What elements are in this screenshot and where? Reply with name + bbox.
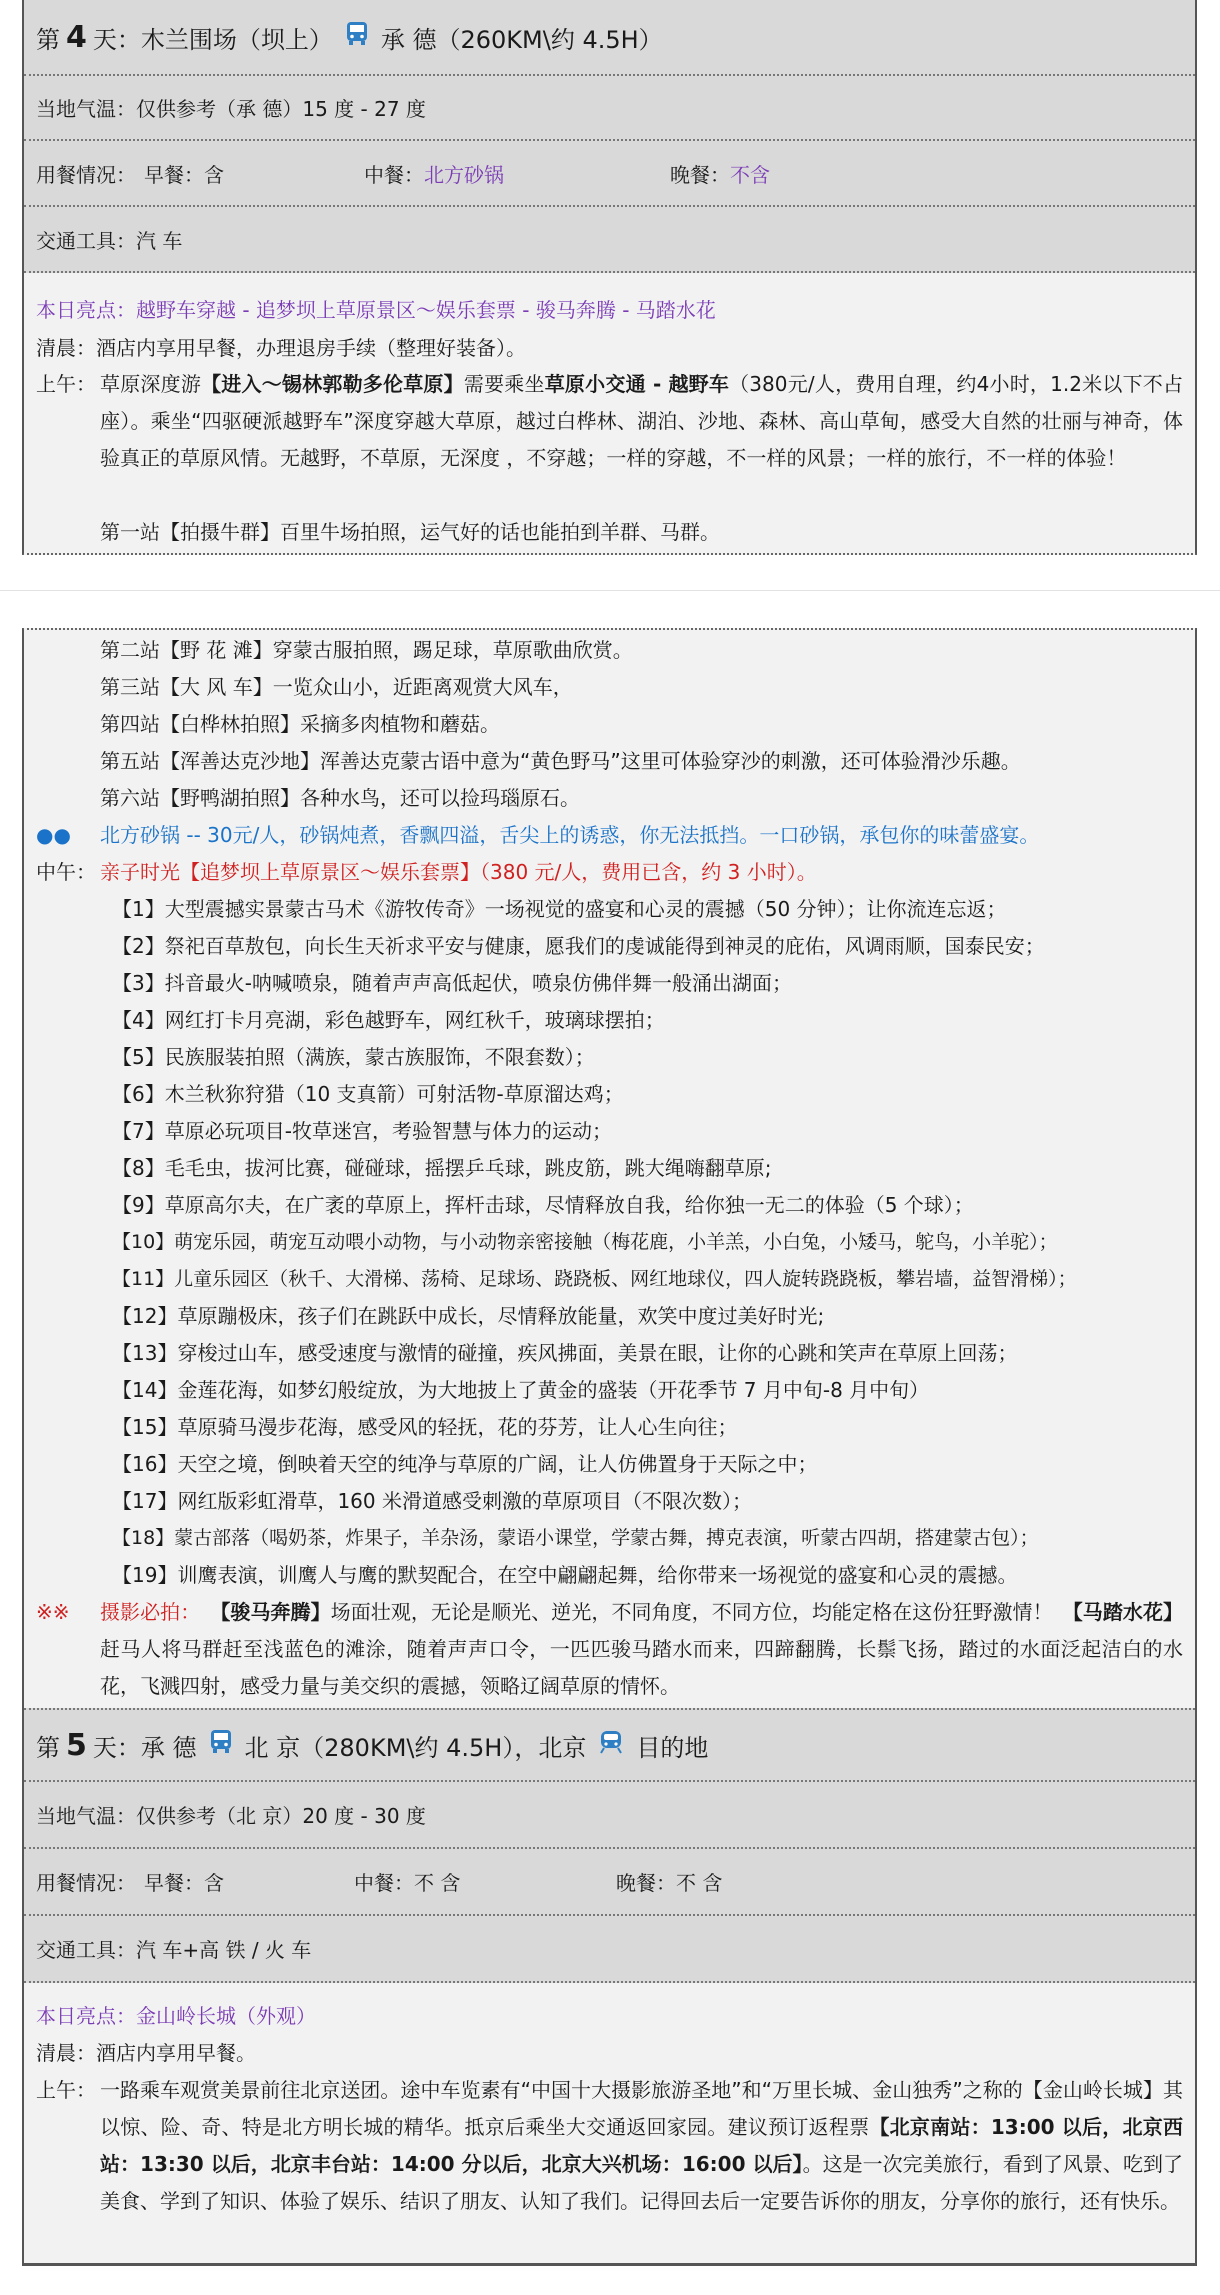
meals-row bbox=[24, 141, 1195, 207]
lunch-value: 北方砂锅 bbox=[424, 162, 504, 187]
forenoon-text: 草原深度游 bbox=[100, 372, 202, 396]
photo-label: 摄影必拍： bbox=[100, 1600, 201, 1624]
day-route-dest: 北 京（280KM\约 4.5H），北京 bbox=[244, 1733, 587, 1762]
list-item: 【18】蒙古部落（喝奶茶，炸果子，羊杂汤，蒙语小课堂，学蒙古舞，搏克表演，听蒙古四胡，搭建蒙古包）； bbox=[112, 1527, 1039, 1549]
final-destination: 目的地 bbox=[636, 1733, 709, 1762]
list-item: 【17】网红版彩虹滑草，160 米滑道感受刺激的草原项目（不限次数）； bbox=[112, 1489, 752, 1513]
noon-label: 中午： bbox=[36, 860, 96, 884]
bus-icon bbox=[345, 21, 369, 53]
dinner-label: 晚餐： bbox=[616, 1871, 676, 1895]
weather-text: 当地气温：仅供参考（承 德）15 度 - 27 度 bbox=[36, 97, 426, 121]
forenoon-body bbox=[100, 366, 1183, 477]
bus-icon bbox=[209, 1729, 233, 1761]
transport-text: 交通工具：汽 车 bbox=[36, 228, 183, 253]
forenoon-label: 上午： bbox=[36, 2078, 96, 2102]
day-route-origin: 天：木兰围场（坝上） bbox=[92, 25, 333, 54]
stop-line: 第六站【野鸭湖拍照】各种水鸟，还可以捡玛瑙原石。 bbox=[100, 786, 580, 810]
forenoon-bold-title: 【进入～锡林郭勒多伦草原】 bbox=[201, 372, 464, 396]
stop-line: 第一站【拍摄牛群】百里牛场拍照，运气好的话也能拍到羊群、马群。 bbox=[100, 520, 720, 544]
photo-bold-title: 【骏马奔腾】 bbox=[210, 1600, 331, 1624]
list-item: 【14】金莲花海，如梦幻般绽放，为大地披上了黄金的盛装（开花季节 7 月中旬-8 月中旬） bbox=[112, 1378, 930, 1402]
list-item: 【19】训鹰表演，训鹰人与鹰的默契配合，在空中翩翩起舞，给你带来一场视觉的盛宴和心灵的震撼。 bbox=[112, 1563, 1018, 1587]
forenoon-label: 上午： bbox=[36, 372, 96, 396]
day4-section bbox=[22, 0, 1197, 555]
forenoon-body bbox=[100, 2072, 1183, 2220]
weather-text: 当地气温：仅供参考（北 京）20 度 - 30 度 bbox=[36, 1804, 426, 1828]
photo-marks-icon: ※※ bbox=[36, 1600, 70, 1624]
day-route-dest: 承 德（260KM\约 4.5H） bbox=[380, 25, 663, 54]
breakfast-value: 含 bbox=[204, 162, 224, 187]
list-item: 【3】抖音最火-呐喊喷泉，随着声声高低起伏，喷泉仿佛伴舞一般涌出湖面； bbox=[112, 971, 792, 995]
photo-body bbox=[100, 1594, 1183, 1705]
list-item: 【9】草原高尔夫，在广袤的草原上，挥杆击球，尽情释放自我，给你独一无二的体验（5 个球）； bbox=[112, 1193, 974, 1217]
day-number: 4 bbox=[66, 19, 87, 55]
highlight-line: 本日亮点：越野车穿越 - 追梦坝上草原景区～娱乐套票 - 骏马奔腾 - 马踏水花 bbox=[36, 298, 716, 322]
photo-bold-title: 【马踏水花】 bbox=[1062, 1600, 1184, 1624]
lunch-note-line bbox=[36, 817, 1183, 854]
transport-row bbox=[24, 207, 1195, 273]
list-item: 【15】草原骑马漫步花海，感受风的轻抚，花的芬芳，让人心生向往； bbox=[112, 1415, 738, 1439]
list-item: 【6】木兰秋狝狩猎（10 支真箭）可射活物-草原溜达鸡； bbox=[112, 1082, 624, 1106]
list-item: 【1】大型震撼实景蒙古马术《游牧传奇》一场视觉的盛宴和心灵的震撼（50 分钟）；让你流连忘返； bbox=[112, 897, 1007, 921]
list-item: 【13】穿梭过山车，感受速度与激情的碰撞，疾风拂面，美景在眼，让你的心跳和笑声在草原上回荡； bbox=[112, 1341, 1018, 1365]
meals-row bbox=[24, 1849, 1195, 1916]
morning-line: 清晨：酒店内享用早餐。 bbox=[36, 2041, 256, 2065]
forenoon-text: 一路乘车观赏美景前往北京送团。途中车览素有“中国十大摄影旅游圣地”和“万里长城、金山独秀”之称的【金山岭长城】其以惊、险、奇、特是北方明长城的精华。抵京后乘坐大交通返回家园。建议预订返程票 bbox=[100, 2078, 1183, 2139]
forenoon-paragraph bbox=[36, 366, 1183, 477]
day5-header bbox=[24, 1708, 1195, 1782]
noon-line bbox=[36, 854, 1183, 891]
list-item: 【2】祭祀百草敖包，向长生天祈求平安与健康，愿我们的虔诚能得到神灵的庇佑，风调雨顺，国泰民安； bbox=[112, 934, 1045, 958]
day-prefix: 第 bbox=[36, 1733, 60, 1762]
transport-row bbox=[24, 1916, 1195, 1983]
lunch-value: 不 含 bbox=[414, 1871, 461, 1895]
dinner-value: 不含 bbox=[730, 162, 770, 187]
morning-line: 清晨：酒店内享用早餐，办理退房手续（整理好装备）。 bbox=[36, 336, 526, 360]
lunch-note-text: 北方砂锅 -- 30元/人，砂锅炖煮，香飘四溢，舌尖上的诱惑，你无法抵挡。一口砂锅，承包你的味蕾盛宴。 bbox=[100, 823, 1040, 847]
day-route-origin: 天：承 德 bbox=[92, 1733, 197, 1762]
forenoon-text: 需要乘坐 bbox=[463, 372, 545, 396]
meals-label: 用餐情况： bbox=[36, 1871, 136, 1895]
photo-text: 赶马人将马群赶至浅蓝色的滩涂，随着声声口令，一匹匹骏马踏水而来，四蹄翻腾，长鬃飞扬，踏过的水面泛起洁白的水花，飞溅四射，感受力量与美交织的震撼，领略辽阔草原的情怀。 bbox=[100, 1637, 1183, 1698]
bullet-dots-icon: ●● bbox=[36, 823, 71, 847]
list-item: 【11】儿童乐园区（秋千、大滑梯、荡椅、足球场、跷跷板、网红地球仪，四人旋转跷跷板，攀岩墙，益智滑梯）； bbox=[112, 1268, 1077, 1290]
forenoon-text: （380元/人，费用自理，约4小时，1.2米以下不占座）。乘坐“四驱硬派越野车”深度穿越大草原，越过白桦林、湖泊、沙地、森林、高山草甸，感受大自然的壮丽与神奇，体验真正的草原风情。无越野，不草原，无深度 ，不穿越；一样的穿越，不一样的风景；一样的旅行，不一样的体验！ bbox=[100, 372, 1184, 470]
forenoon-bold-vehicle: 草原小交通 - 越野车 bbox=[544, 372, 730, 396]
day4-header bbox=[24, 0, 1195, 76]
list-item: 【8】毛毛虫，拔河比赛，碰碰球，摇摆乒乓球，跳皮筋，跳大绳嗨翻草原; bbox=[112, 1156, 772, 1180]
list-item: 【10】萌宠乐园，萌宠互动喂小动物，与小动物亲密接触（梅花鹿，小羊羔，小白兔，小矮马，鸵鸟，小羊驼）； bbox=[112, 1231, 1058, 1253]
stop-line: 第三站【大 风 车】一览众山小，近距离观赏大风车， bbox=[100, 675, 573, 699]
forenoon-paragraph bbox=[36, 2072, 1183, 2220]
day-number: 5 bbox=[66, 1727, 87, 1763]
highlight-line: 本日亮点：金山岭长城（外观） bbox=[36, 2004, 316, 2028]
stop-line: 第二站【野 花 滩】穿蒙古服拍照，踢足球，草原歌曲欣赏。 bbox=[100, 638, 633, 662]
photo-paragraph bbox=[36, 1594, 1183, 1705]
lunch-label: 中餐： bbox=[364, 162, 424, 187]
list-item: 【7】草原必玩项目-牧草迷宫，考验智慧与体力的运动； bbox=[112, 1119, 612, 1143]
day4-continued-section bbox=[22, 628, 1197, 2266]
breakfast-label: 早餐： bbox=[144, 162, 204, 187]
weather-row bbox=[24, 76, 1195, 141]
page-divider bbox=[0, 590, 1220, 591]
list-item: 【16】天空之境，倒映着天空的纯净与草原的广阔，让人仿佛置身于天际之中； bbox=[112, 1452, 818, 1476]
weather-row bbox=[24, 1782, 1195, 1849]
photo-text: 场面壮观，无论是顺光、逆光，不同角度，不同方位，均能定格在这份狂野激情！ bbox=[330, 1600, 1053, 1624]
breakfast-value: 含 bbox=[204, 1871, 224, 1895]
noon-title: 亲子时光【追梦坝上草原景区～娱乐套票】（380 元/人，费用已含，约 3 小时）。 bbox=[100, 860, 817, 884]
return-times-bold: 【北京南站：13:00 以后，北京西站：13:30 以后，北京丰台站：14:00 分以后，北京大兴机场：16:00 以后】 bbox=[100, 2115, 1184, 2176]
day-prefix: 第 bbox=[36, 25, 60, 54]
transport-text: 交通工具：汽 车+高 铁 / 火 车 bbox=[36, 1938, 312, 1962]
stop-line: 第四站【白桦林拍照】采摘多肉植物和蘑菇。 bbox=[100, 712, 500, 736]
list-item: 【4】网红打卡月亮湖，彩色越野车，网红秋千，玻璃球摆拍； bbox=[112, 1008, 665, 1032]
list-item: 【12】草原蹦极床，孩子们在跳跃中成长，尽情释放能量，欢笑中度过美好时光; bbox=[112, 1304, 825, 1328]
meals-label: 用餐情况： bbox=[36, 162, 136, 187]
dinner-label: 晚餐： bbox=[670, 162, 730, 187]
list-item: 【5】民族服装拍照（满族，蒙古族服饰，不限套数）； bbox=[112, 1045, 595, 1069]
stop-line: 第五站【浑善达克沙地】浑善达克蒙古语中意为“黄色野马”这里可体验穿沙的刺激，还可体验滑沙乐趣。 bbox=[100, 749, 1021, 773]
breakfast-label: 早餐： bbox=[144, 1871, 204, 1895]
forenoon-text: 。这是一次完美旅行，看到了风景、吃到了美食、学到了知识、体验了娱乐、结识了朋友、认知了我们。记得回去后一定要告诉你的朋友，分享你的旅行，还有快乐。 bbox=[100, 2152, 1184, 2213]
dinner-value: 不 含 bbox=[676, 1871, 723, 1895]
train-icon bbox=[598, 1729, 624, 1761]
lunch-label: 中餐： bbox=[354, 1871, 414, 1895]
